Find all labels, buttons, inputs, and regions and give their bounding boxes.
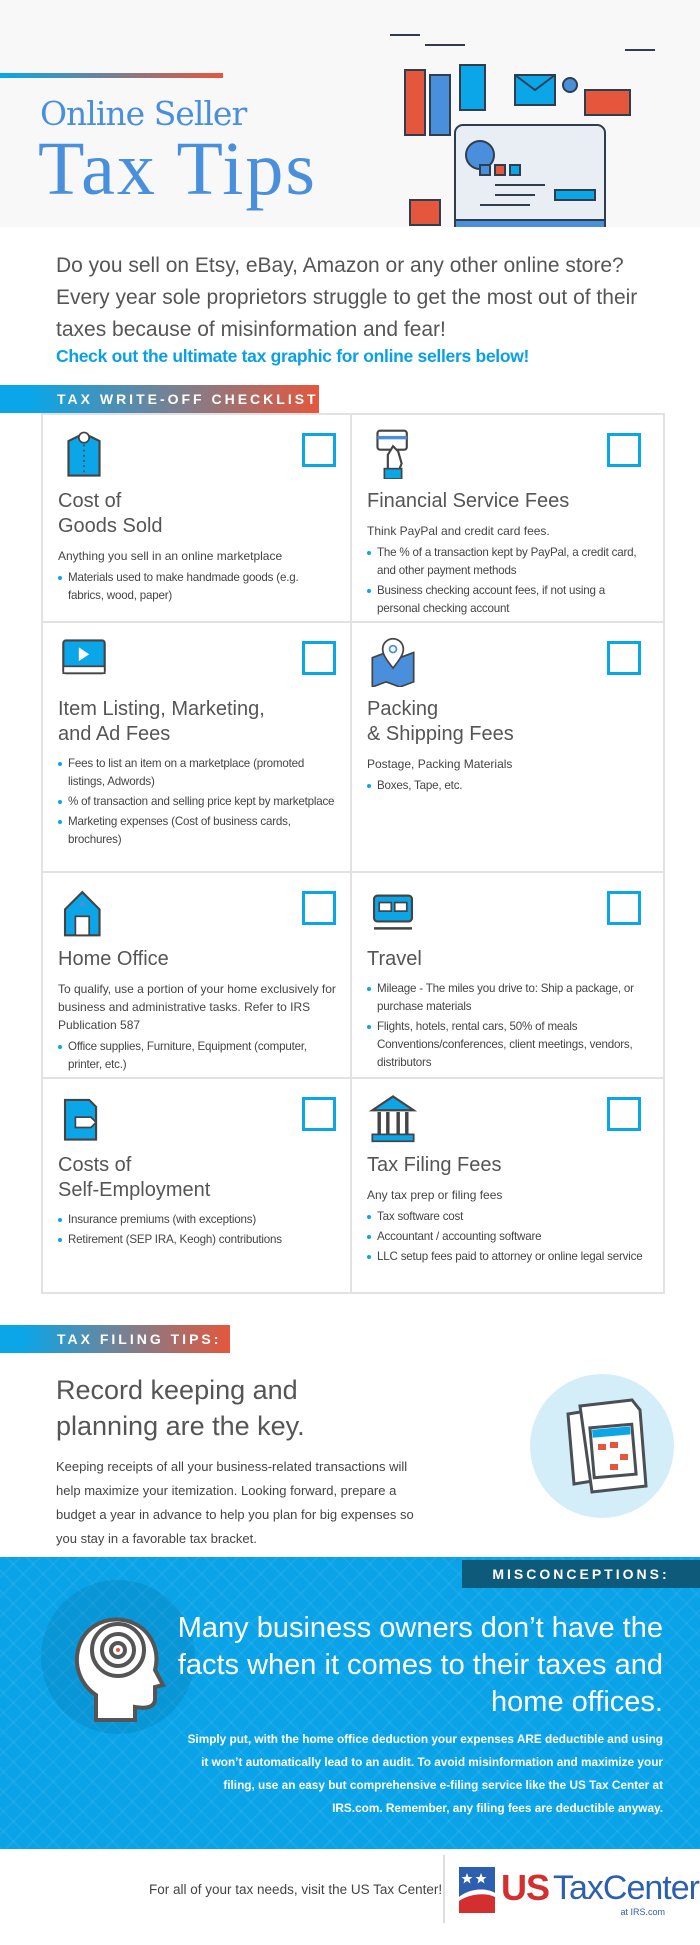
checklist-card bbox=[43, 1079, 352, 1292]
us-tax-center-logo[interactable] bbox=[457, 1863, 699, 1921]
bullet-item: Insurance premiums (with exceptions) bbox=[58, 1211, 336, 1229]
card-bullets bbox=[367, 544, 649, 618]
bullet-item: LLC setup fees paid to attorney or online legal service bbox=[367, 1248, 649, 1266]
title-line-1: Online Seller bbox=[40, 94, 247, 133]
card-title: Item Listing, Marketing, and Ad Fees bbox=[58, 698, 265, 745]
card-description: Any tax prep or filing fees bbox=[367, 1188, 503, 1202]
bullet-item: Boxes, Tape, etc. bbox=[367, 777, 649, 795]
misconceptions-heading: Many business owners don’t have the facts when it comes to their taxes and home offices. bbox=[177, 1612, 663, 1718]
footer-divider bbox=[443, 1855, 445, 1923]
tips-banner: TAX FILING TIPS: bbox=[0, 1325, 230, 1353]
bullet-item: The % of a transaction kept by PayPal, a credit card, and other payment methods bbox=[367, 544, 649, 580]
card-bullets bbox=[367, 980, 649, 1072]
title-line-2: Tax Tips bbox=[38, 127, 317, 211]
bullet-item: Office supplies, Furniture, Equipment (computer, printer, etc.) bbox=[58, 1038, 336, 1074]
bed-icon bbox=[367, 887, 419, 937]
bullet-item: Flights, hotels, rental cars, 50% of meals Conventions/conferences, client meetings, vendors, distributors bbox=[367, 1018, 649, 1072]
checkbox[interactable] bbox=[302, 1097, 336, 1131]
checkbox[interactable] bbox=[607, 433, 641, 467]
card-bullets bbox=[58, 755, 336, 849]
bullet-item: Business checking account fees, if not using a personal checking account bbox=[367, 582, 649, 618]
bullet-item: % of transaction and selling price kept by marketplace bbox=[58, 793, 336, 811]
card-title: Tax Filing Fees bbox=[367, 1154, 502, 1176]
checklist-card bbox=[43, 623, 352, 873]
card-title: Costs of Self-Employment bbox=[58, 1154, 211, 1201]
intro-text: Do you sell on Etsy, eBay, Amazon or any other online store? Every year sole proprietors struggle to get the most out of their taxes because of misinformation and fear! bbox=[56, 254, 638, 341]
write-off-checklist bbox=[41, 413, 665, 1294]
checkbox[interactable] bbox=[607, 641, 641, 675]
logo-sub: at IRS.com bbox=[620, 1907, 665, 1917]
card-bullets bbox=[367, 777, 649, 795]
checkbox[interactable] bbox=[302, 891, 336, 925]
bullet-item: Marketing expenses (Cost of business cards, brochures) bbox=[58, 813, 336, 849]
documents-calculator-icon bbox=[530, 1374, 674, 1518]
credit-card-hand-icon bbox=[367, 429, 419, 479]
intro-cta: Check out the ultimate tax graphic for online sellers below! bbox=[56, 346, 530, 366]
checklist-card bbox=[352, 1079, 663, 1292]
house-icon bbox=[58, 887, 110, 937]
computer-shopping-illustration bbox=[385, 25, 670, 227]
card-bullets bbox=[58, 1211, 336, 1249]
card-title: Home Office bbox=[58, 948, 169, 970]
card-description: Postage, Packing Materials bbox=[367, 757, 513, 771]
checklist-card bbox=[43, 415, 352, 623]
card-title: Packing & Shipping Fees bbox=[367, 698, 514, 745]
checkbox[interactable] bbox=[302, 641, 336, 675]
tips-body: Keeping receipts of all your business-related transactions will help maximize your itemization. Looking forward, prepare a budget a year in advance to help you plan for big expenses so you stay in a favorable tax bracket. bbox=[56, 1459, 414, 1546]
bank-icon bbox=[367, 1093, 419, 1143]
logo-name: TaxCenter bbox=[553, 1869, 699, 1907]
checklist-banner: TAX WRITE-OFF CHECKLIST bbox=[0, 385, 319, 413]
gradient-rule bbox=[0, 73, 223, 78]
bullet-item: Materials used to make handmade goods (e.g. fabrics, wood, paper) bbox=[58, 569, 336, 605]
card-description: Think PayPal and credit card fees. bbox=[367, 524, 550, 538]
tips-heading: Record keeping and planning are the key. bbox=[56, 1375, 305, 1441]
card-description: To qualify, use a portion of your home exclusively for business and administrative tasks. Refer to IRS Publication 587 bbox=[58, 982, 336, 1032]
bullet-item: Mileage - The miles you drive to: Ship a package, or purchase materials bbox=[367, 980, 649, 1016]
misconceptions-tab: MISCONCEPTIONS: bbox=[462, 1560, 700, 1588]
card-title: Financial Service Fees bbox=[367, 490, 570, 512]
card-bullets bbox=[367, 1208, 649, 1266]
checkbox[interactable] bbox=[302, 433, 336, 467]
bullet-item: Fees to list an item on a marketplace (promoted listings, Adwords) bbox=[58, 755, 336, 791]
video-play-icon bbox=[58, 637, 110, 687]
map-pin-icon bbox=[367, 637, 419, 687]
checkbox[interactable] bbox=[607, 1097, 641, 1131]
card-title: Travel bbox=[367, 948, 422, 970]
card-bullets bbox=[58, 569, 336, 605]
checklist-card bbox=[352, 415, 663, 623]
flag-logo-icon bbox=[457, 1863, 497, 1915]
wallet-icon bbox=[58, 1093, 110, 1143]
bullet-item: Tax software cost bbox=[367, 1208, 649, 1226]
checklist-card bbox=[43, 873, 352, 1079]
footer-text: For all of your tax needs, visit the US Tax Center! bbox=[149, 1882, 443, 1897]
card-description: Anything you sell in an online marketplace bbox=[58, 549, 283, 563]
bullet-item: Accountant / accounting software bbox=[367, 1228, 649, 1246]
bullet-item: Retirement (SEP IRA, Keogh) contributions bbox=[58, 1231, 336, 1249]
card-bullets bbox=[58, 1038, 336, 1074]
logo-us: US bbox=[501, 1867, 550, 1908]
checkbox[interactable] bbox=[607, 891, 641, 925]
shirt-icon bbox=[58, 429, 110, 479]
misconceptions-body: Simply put, with the home office deduction your expenses ARE deductible and using it won’t automatically lead to an audit. To avoid misinformation and maximize your filing, use an easy but comprehensive e-filing service like the US Tax Center at IRS.com. Remember, any filing fees are deductible anyway. bbox=[187, 1732, 663, 1815]
card-title: Cost of Goods Sold bbox=[58, 490, 163, 537]
checklist-card bbox=[352, 873, 663, 1079]
checklist-card bbox=[352, 623, 663, 873]
